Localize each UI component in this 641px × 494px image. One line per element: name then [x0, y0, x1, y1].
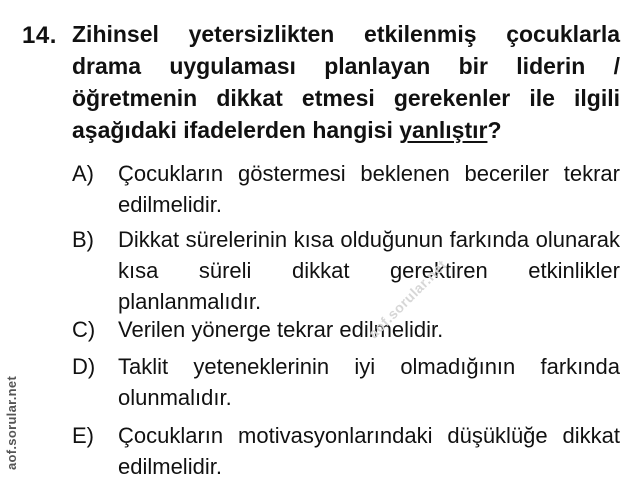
option-d-text: Taklit yeteneklerinin iyi olmadığının farkında olunmalıdır. [118, 354, 620, 410]
option-b-text: Dikkat sürelerinin kısa olduğunun farkında olunarak kısa süreli dikkat gerektiren etkinlikler planlanmalıdır. [118, 227, 620, 314]
option-e-text: Çocukların motivasyonlarındaki düşüklüğe dikkat edilmelidir. [118, 423, 620, 479]
option-d-letter: D) [72, 354, 96, 379]
option-a-letter: A) [72, 161, 94, 186]
option-a[interactable] [72, 158, 620, 220]
option-b-letter: B) [72, 227, 94, 252]
option-c-text: Verilen yönerge tekrar edilmelidir. [118, 317, 444, 342]
stem-underlined-word: yanlıştır [399, 117, 488, 143]
stem-question-mark: ? [487, 117, 502, 143]
stem-text: Zihinsel yetersizlikten etkilenmiş çocuklarla drama uygulaması planlayan bir liderin / öğretmenin dikkat etmesi gerekenler ile ilgili aşağıdaki ifadelerden hangisi [72, 21, 620, 143]
option-d[interactable] [72, 351, 620, 413]
option-e[interactable] [72, 420, 620, 482]
question-stem [72, 18, 620, 146]
option-e-letter: E) [72, 423, 94, 448]
option-a-text: Çocukların göstermesi beklenen beceriler tekrar edilmelidir. [118, 161, 620, 217]
side-watermark: aof.sorular.net [4, 375, 19, 470]
question-number: 14. [22, 22, 57, 49]
option-b[interactable] [72, 224, 620, 317]
diagonal-watermark: aof.sorular.net [365, 256, 450, 342]
option-c[interactable] [72, 314, 620, 345]
option-c-letter: C) [72, 317, 96, 342]
